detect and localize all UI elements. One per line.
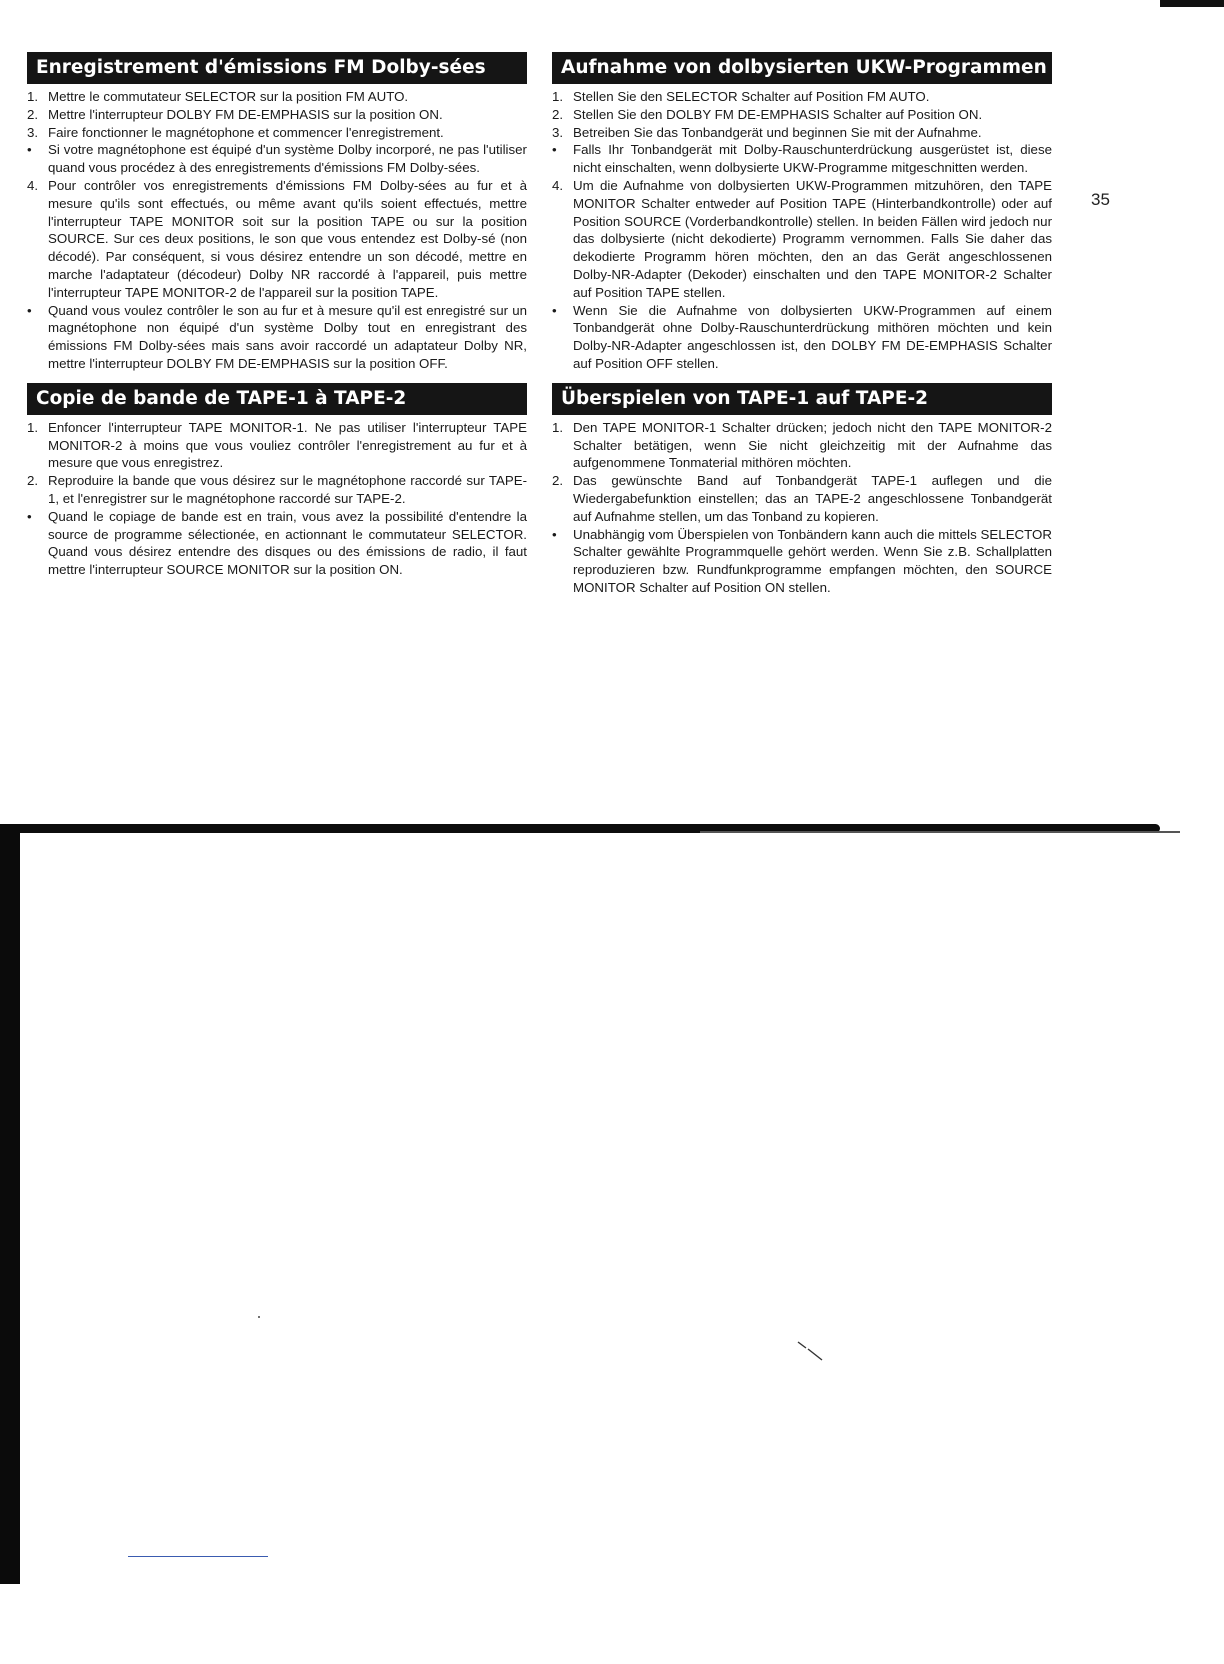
list-item — [552, 472, 1052, 525]
item-marker: 3. — [27, 124, 39, 140]
list-item — [27, 419, 527, 472]
item-marker: • — [27, 142, 32, 158]
item-marker: 2. — [552, 106, 564, 122]
item-text: Pour contrôler vos enregistrements d'émissions FM Dolby-sées au fur et à mesure qu'ils sont effectués, ou même avant qu'ils soient effectués, mettre l'interrupteur TAPE MONITOR soit sur la position TAPE ou sur la position SOURCE. Sur ces deux positions, le son que vous entendez est Dolby-sé (non décodé). Par conséquent, si vous désirez entendre un son décodé, mettre en marche l'adaptateur (décodeur) Dolby NR raccordé à l'appareil, puis mettre l'interrupteur TAPE MONITOR-2 de l'appareil sur la position TAPE. — [48, 177, 527, 300]
french-column — [27, 52, 527, 579]
item-marker: 4. — [27, 177, 39, 193]
item-marker: 2. — [27, 106, 39, 122]
item-text: Wenn Sie die Aufnahme von dolbysierten UKW-Programmen auf einem Tonbandgerät ohne Dolby-Rauschunterdrückung mithören möchten und kein Dolby-NR-Adapter angeschlossen ist, den DOLBY FM DE-EMPHASIS Schalter auf Position OFF stellen. — [573, 302, 1052, 371]
bottom-divider-tail — [700, 831, 1180, 833]
list-item — [27, 124, 527, 142]
item-text: Quand vous voulez contrôler le son au fur et à mesure qu'il est enregistré sur un magnétophone non équipé d'un système Dolby tout en enregistrant des émissions FM Dolby-sées mais sans avoir raccordé un adaptateur Dolby NR, mettre l'interrupteur DOLBY FM DE-EMPHASIS sur la position OFF. — [48, 302, 527, 371]
item-marker: • — [552, 526, 557, 542]
list-item — [552, 526, 1052, 597]
list-item — [27, 302, 527, 373]
item-marker: • — [27, 302, 32, 318]
tape-copy-steps-de — [552, 419, 1052, 597]
item-marker: 2. — [27, 473, 39, 489]
list-item — [552, 88, 1052, 106]
list-item — [552, 302, 1052, 373]
list-item — [552, 177, 1052, 302]
corner-scan-mark — [1160, 0, 1224, 7]
item-text: Um die Aufnahme von dolbysierten UKW-Programmen mitzuhören, den TAPE MONITOR Schalter entweder auf Position TAPE (Hinterbandkontrolle) oder auf Position SOURCE (Vorderbandkontrolle) stellen. In beiden Fällen wird jedoch nur das dolbysierte (nicht dekodierte) Programm vernommen. Falls Sie daher das dekodierte Programm hören möchten, den an das Gerät angeschlossenen Dolby-NR-Adapter (Dekoder) einschalten und den TAPE MONITOR-2 Schalter auf Position TAPE stellen. — [573, 177, 1052, 300]
item-text: Mettre le commutateur SELECTOR sur la position FM AUTO. — [48, 89, 409, 104]
fm-dolby-steps-de — [552, 88, 1052, 373]
fm-dolby-steps-fr — [27, 88, 527, 373]
list-item — [27, 508, 527, 579]
heading-fm-dolby-recording-fr: Enregistrement d'émissions FM Dolby-sées — [27, 52, 527, 84]
item-marker: 2. — [552, 473, 564, 489]
list-item — [27, 106, 527, 124]
list-item — [552, 124, 1052, 142]
item-text: Si votre magnétophone est équipé d'un système Dolby incorporé, ne pas l'utiliser quand vous procédez à des enregistrements d'émissions FM Dolby-sées. — [48, 142, 527, 176]
item-marker: • — [27, 508, 32, 524]
blue-underline-mark — [128, 1556, 268, 1557]
item-text: Falls Ihr Tonbandgerät mit Dolby-Rauschunterdrückung ausgerüstet ist, diese nicht einschalten, wenn dolbysierte UKW-Programme mitgeschnitten werden. — [573, 142, 1052, 176]
tape-copy-steps-fr — [27, 419, 527, 579]
german-column — [552, 52, 1052, 597]
item-marker: • — [552, 142, 557, 158]
item-marker: 1. — [27, 89, 39, 104]
list-item — [27, 141, 527, 177]
scan-speck — [258, 1316, 260, 1318]
item-text: Das gewünschte Band auf Tonbandgerät TAPE-1 auflegen und die Wiedergabefunktion einstellen; das an TAPE-2 angeschlossene Tonbandgerät auf Aufnahme stellen, um das Tonband zu kopieren. — [573, 473, 1052, 524]
item-text: Quand le copiage de bande est en train, vous avez la possibilité d'entendre la source de programme sélectionée, en actionnant le commutateur SELECTOR. Quand vous désirez entendre des disques ou des émissions de radio, il faut mettre l'interrupteur SOURCE MONITOR sur la position ON. — [48, 508, 527, 578]
list-item — [27, 472, 527, 508]
item-text: Enfoncer l'interrupteur TAPE MONITOR-1. Ne pas utiliser l'interrupteur TAPE MONITOR-2 à moins que vous vouliez contrôler l'enregistrement au fur et à mesure que vous enregistrez. — [48, 419, 527, 471]
item-text: Stellen Sie den DOLBY FM DE-EMPHASIS Schalter auf Position ON. — [573, 106, 983, 122]
item-text: Unabhängig vom Überspielen von Tonbändern kann auch die mittels SELECTOR Schalter gewählte Programmquelle gehört werden. Wenn Sie z.B. Schallplatten reproduzieren bzw. Rundfunkprogramme empfangen möchten, den SOURCE MONITOR Schalter auf Position ON stellen. — [573, 526, 1052, 595]
page-number: 35 — [1091, 190, 1110, 209]
item-text: Faire fonctionner le magnétophone et commencer l'enregistrement. — [48, 124, 444, 140]
item-text: Den TAPE MONITOR-1 Schalter drücken; jedoch nicht den TAPE MONITOR-2 Schalter betätigen, wenn Sie nicht gleichzeitig mit der Aufnahme das aufgenommene Tonmaterial mithören möchten. — [573, 419, 1052, 471]
pen-stroke — [796, 1340, 826, 1364]
item-marker: 1. — [552, 419, 564, 435]
list-item — [27, 88, 527, 106]
item-text: Stellen Sie den SELECTOR Schalter auf Position FM AUTO. — [573, 89, 930, 104]
left-scan-edge — [0, 824, 20, 1584]
list-item — [552, 419, 1052, 472]
item-marker: • — [552, 302, 557, 318]
item-marker: 4. — [552, 177, 564, 193]
pen-stroke-mark — [796, 1640, 824, 1664]
heading-fm-dolby-recording-de: Aufnahme von dolbysierten UKW-Programmen — [552, 52, 1052, 84]
heading-tape-copy-fr: Copie de bande de TAPE-1 à TAPE-2 — [27, 383, 527, 415]
item-marker: 3. — [552, 124, 564, 140]
item-text: Betreiben Sie das Tonbandgerät und beginnen Sie mit der Aufnahme. — [573, 124, 982, 140]
item-marker: 1. — [27, 419, 39, 435]
item-marker: 1. — [552, 89, 564, 104]
list-item — [552, 106, 1052, 124]
heading-tape-copy-de: Überspielen von TAPE-1 auf TAPE-2 — [552, 383, 1052, 415]
list-item — [27, 177, 527, 302]
item-text: Reproduire la bande que vous désirez sur le magnétophone raccordé sur TAPE-1, et l'enregistrer sur le magnétophone raccordé sur TAPE-2. — [48, 473, 527, 506]
list-item — [552, 141, 1052, 177]
item-text: Mettre l'interrupteur DOLBY FM DE-EMPHASIS sur la position ON. — [48, 106, 443, 122]
